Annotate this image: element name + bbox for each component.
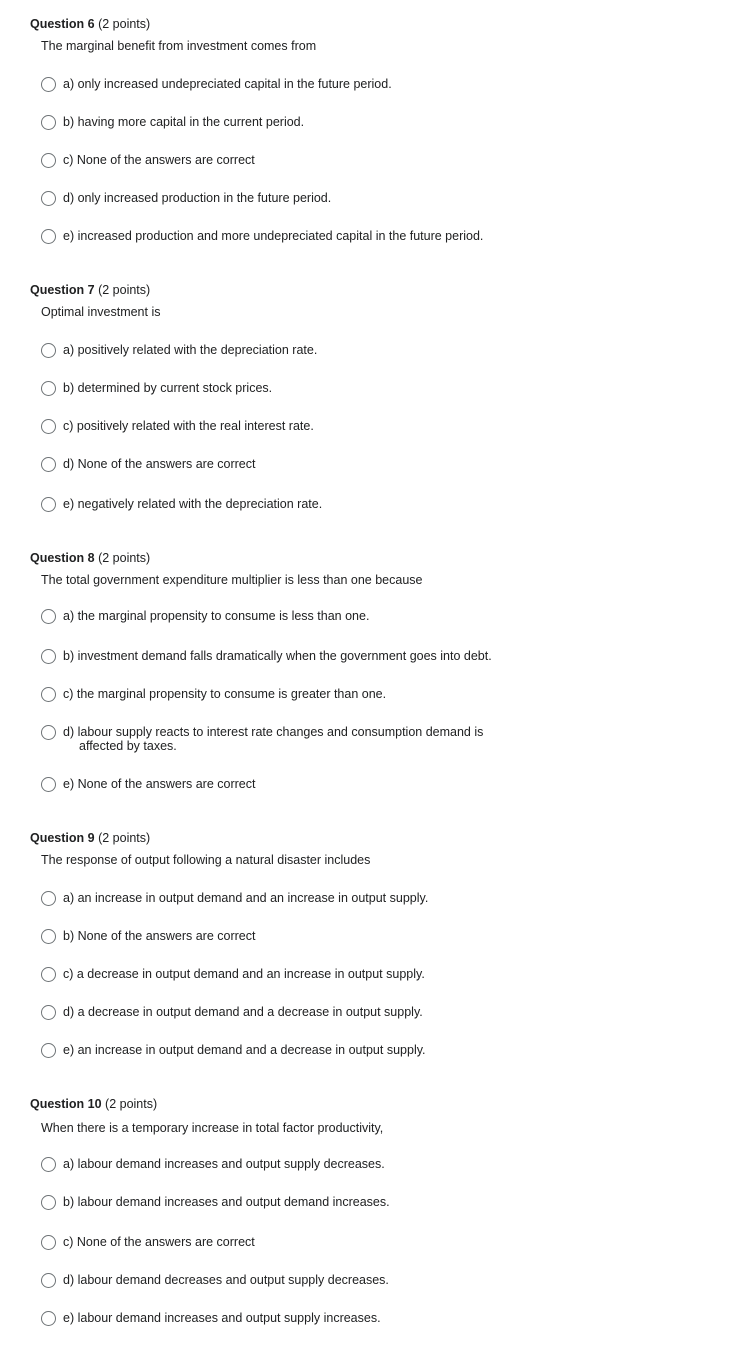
radio-button[interactable] <box>41 725 56 740</box>
radio-button[interactable] <box>41 457 56 472</box>
question-header <box>30 16 150 32</box>
question-points: (2 points) <box>98 551 151 565</box>
option-label[interactable]: e) an increase in output demand and a decrease in output supply. <box>63 1043 426 1057</box>
question-header <box>30 282 150 298</box>
radio-button[interactable] <box>41 1235 56 1250</box>
radio-button[interactable] <box>41 649 56 664</box>
radio-button[interactable] <box>41 419 56 434</box>
option-label[interactable]: c) None of the answers are correct <box>63 1235 255 1249</box>
option-label[interactable]: d) a decrease in output demand and a decrease in output supply. <box>63 1005 423 1019</box>
radio-button[interactable] <box>41 1311 56 1326</box>
radio-button[interactable] <box>41 115 56 130</box>
radio-button[interactable] <box>41 891 56 906</box>
question-points: (2 points) <box>105 1097 158 1111</box>
radio-button[interactable] <box>41 967 56 982</box>
option-label[interactable]: c) a decrease in output demand and an increase in output supply. <box>63 967 425 981</box>
question-prompt: The total government expenditure multiplier is less than one because <box>41 573 423 587</box>
option-label[interactable]: c) positively related with the real interest rate. <box>63 419 314 433</box>
option-label[interactable]: c) None of the answers are correct <box>63 153 255 167</box>
option-label[interactable]: c) the marginal propensity to consume is greater than one. <box>63 687 387 701</box>
radio-button[interactable] <box>41 191 56 206</box>
radio-button[interactable] <box>41 153 56 168</box>
question-prompt: Optimal investment is <box>41 305 161 319</box>
question-header <box>30 1096 157 1112</box>
radio-button[interactable] <box>41 381 56 396</box>
option-label[interactable]: d) None of the answers are correct <box>63 457 256 471</box>
radio-button[interactable] <box>41 1043 56 1058</box>
option-label[interactable]: e) increased production and more undepreciated capital in the future period. <box>63 229 484 243</box>
question-prompt: When there is a temporary increase in total factor productivity, <box>41 1121 384 1135</box>
option-label[interactable]: e) None of the answers are correct <box>63 777 256 791</box>
radio-button[interactable] <box>41 687 56 702</box>
question-header <box>30 830 150 846</box>
question-title: Question 6 <box>30 17 95 31</box>
radio-button[interactable] <box>41 343 56 358</box>
option-label[interactable]: d) only increased production in the future period. <box>63 191 332 205</box>
option-label[interactable]: e) negatively related with the depreciation rate. <box>63 497 323 511</box>
radio-button[interactable] <box>41 929 56 944</box>
option-label[interactable] <box>63 725 483 754</box>
option-label-line1[interactable]: d) labour supply reacts to interest rate changes and consumption demand is <box>63 725 484 739</box>
question-prompt: The marginal benefit from investment comes from <box>41 39 317 53</box>
question-points: (2 points) <box>98 283 151 297</box>
radio-button[interactable] <box>41 77 56 92</box>
radio-button[interactable] <box>41 1157 56 1172</box>
question-title: Question 10 <box>30 1097 102 1111</box>
option-label[interactable]: b) investment demand falls dramatically when the government goes into debt. <box>63 649 492 663</box>
option-label[interactable]: b) determined by current stock prices. <box>63 381 273 395</box>
radio-button[interactable] <box>41 777 56 792</box>
option-label[interactable]: b) None of the answers are correct <box>63 929 256 943</box>
option-label[interactable]: a) only increased undepreciated capital in the future period. <box>63 77 392 91</box>
option-label[interactable]: a) the marginal propensity to consume is less than one. <box>63 609 370 623</box>
radio-button[interactable] <box>41 1195 56 1210</box>
radio-button[interactable] <box>41 609 56 624</box>
option-label[interactable]: e) labour demand increases and output supply increases. <box>63 1311 381 1325</box>
question-title: Question 7 <box>30 283 95 297</box>
question-prompt: The response of output following a natural disaster includes <box>41 853 371 867</box>
radio-button[interactable] <box>41 1273 56 1288</box>
question-title: Question 9 <box>30 831 95 845</box>
radio-button[interactable] <box>41 229 56 244</box>
option-label[interactable]: a) labour demand increases and output supply decreases. <box>63 1157 385 1171</box>
option-label[interactable]: a) an increase in output demand and an increase in output supply. <box>63 891 429 905</box>
option-label[interactable]: a) positively related with the depreciation rate. <box>63 343 318 357</box>
radio-button[interactable] <box>41 1005 56 1020</box>
radio-button[interactable] <box>41 497 56 512</box>
option-label[interactable]: b) having more capital in the current period. <box>63 115 305 129</box>
question-title: Question 8 <box>30 551 95 565</box>
question-header <box>30 550 150 566</box>
question-points: (2 points) <box>98 17 151 31</box>
question-points: (2 points) <box>98 831 151 845</box>
option-label[interactable]: b) labour demand increases and output demand increases. <box>63 1195 390 1209</box>
option-label[interactable]: d) labour demand decreases and output supply decreases. <box>63 1273 389 1287</box>
option-label-line2[interactable]: affected by taxes. <box>79 739 177 753</box>
